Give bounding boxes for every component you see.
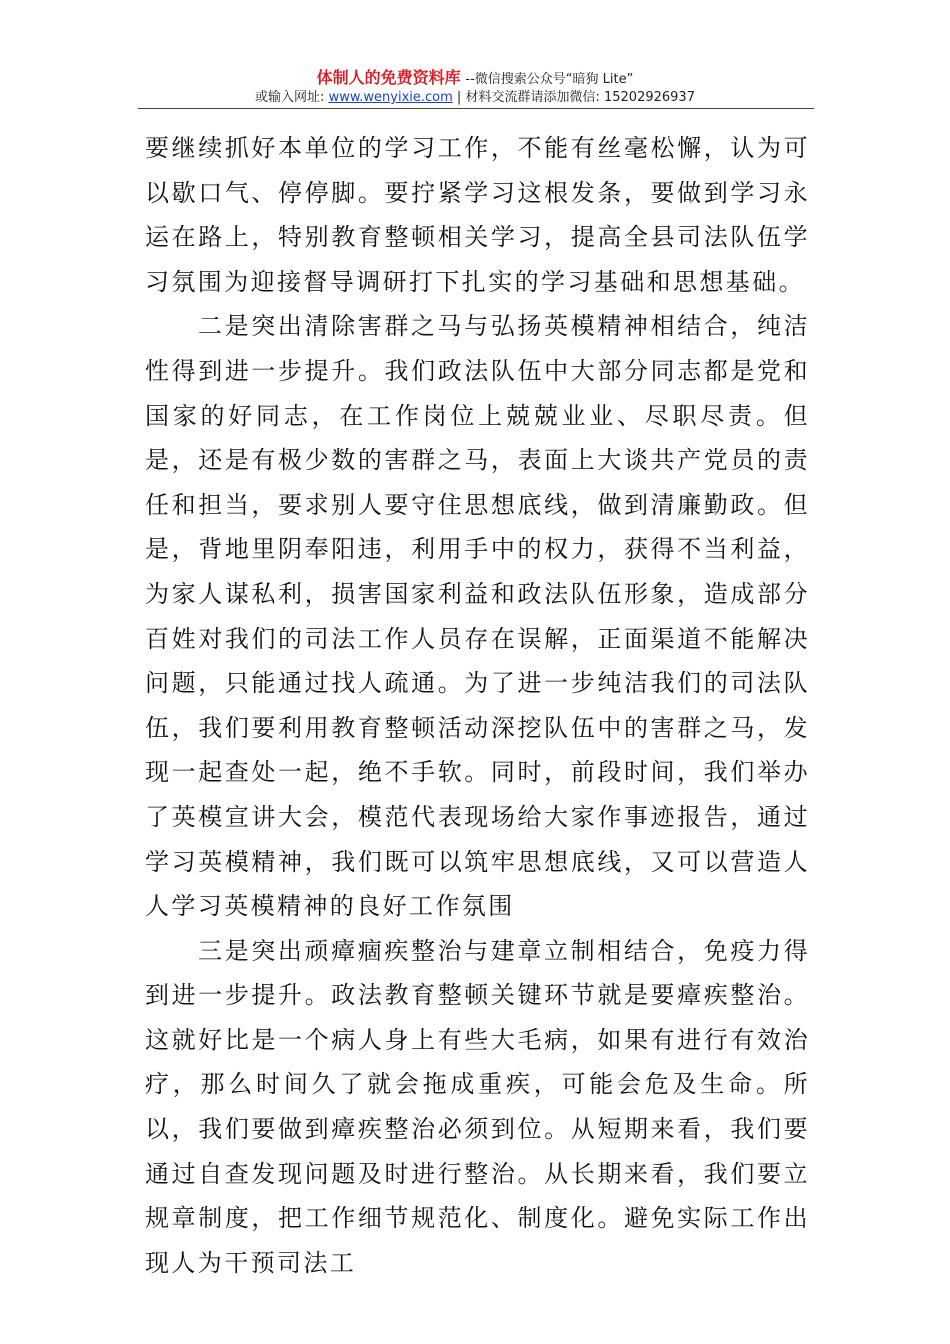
brand-title: 体制人的免费资料库 <box>316 68 461 87</box>
header-divider <box>138 108 814 109</box>
header-banner <box>0 68 950 88</box>
url-prefix: 或输入网址: <box>255 90 325 105</box>
header-separator: | <box>456 90 462 105</box>
contact-label: 材料交流群请添加微信: <box>465 90 600 105</box>
wechat-slogan: --微信搜索公众号“暗狗 Lite” <box>465 72 634 87</box>
paragraph-point-two: 二是突出清除害群之马与弘扬英模精神相结合，纯洁性得到进一步提升。我们政法队伍中大部分同志都是党和国家的好同志，在工作岗位上兢兢业业、尽职尽责。但是，还是有极少数的害群之马，表面上大谈共产党员的责任和担当，要求别人要守住思想底线，做到清廉勤政。但是，背地里阴奉阳违，利用手中的权力，获得不当利益，为家人谋私利，损害国家利益和政法队伍形象，造成部分百姓对我们的司法工作人员存在误解，正面渠道不能解决问题，只能通过找人疏通。为了进一步纯洁我们的司法队伍，我们要利用教育整顿活动深挖队伍中的害群之马，发现一起查处一起，绝不手软。同时，前段时间，我们举办了英模宣讲大会，模范代表现场给大家作事迹报告，通过学习英模精神，我们既可以筑牢思想底线，又可以营造人人学习英模精神的良好工作氛围 <box>145 312 810 921</box>
wechat-id: 15202926937 <box>603 90 695 105</box>
paragraph-continuation: 要继续抓好本单位的学习工作，不能有丝毫松懈，认为可以歇口气、停停脚。要拧紧学习这根发条，要做到学习永运在路上，特别教育整顿相关学习，提高全县司法队伍学习氛围为迎接督导调研打下扎实的学习基础和思想基础。 <box>145 134 810 296</box>
paragraph-point-three: 三是突出顽瘴痼疾整治与建章立制相结合，免疫力得到进一步提升。政法教育整顿关键环节就是要瘴疾整治。这就好比是一个病人身上有些大毛病，如果有进行有效治疗，那么时间久了就会拖成重疾，可能会危及生命。所以，我们要做到瘴疾整治必须到位。从短期来看，我们要通过自查发现问题及时进行整治。从长期来看，我们要立规章制度，把工作细节规范化、制度化。避免实际工作出现人为干预司法工 <box>145 936 810 1277</box>
page-header <box>0 68 950 107</box>
website-link[interactable]: www.wenyixie.com <box>328 90 453 105</box>
document-body <box>145 126 810 1285</box>
header-contact <box>0 89 950 107</box>
